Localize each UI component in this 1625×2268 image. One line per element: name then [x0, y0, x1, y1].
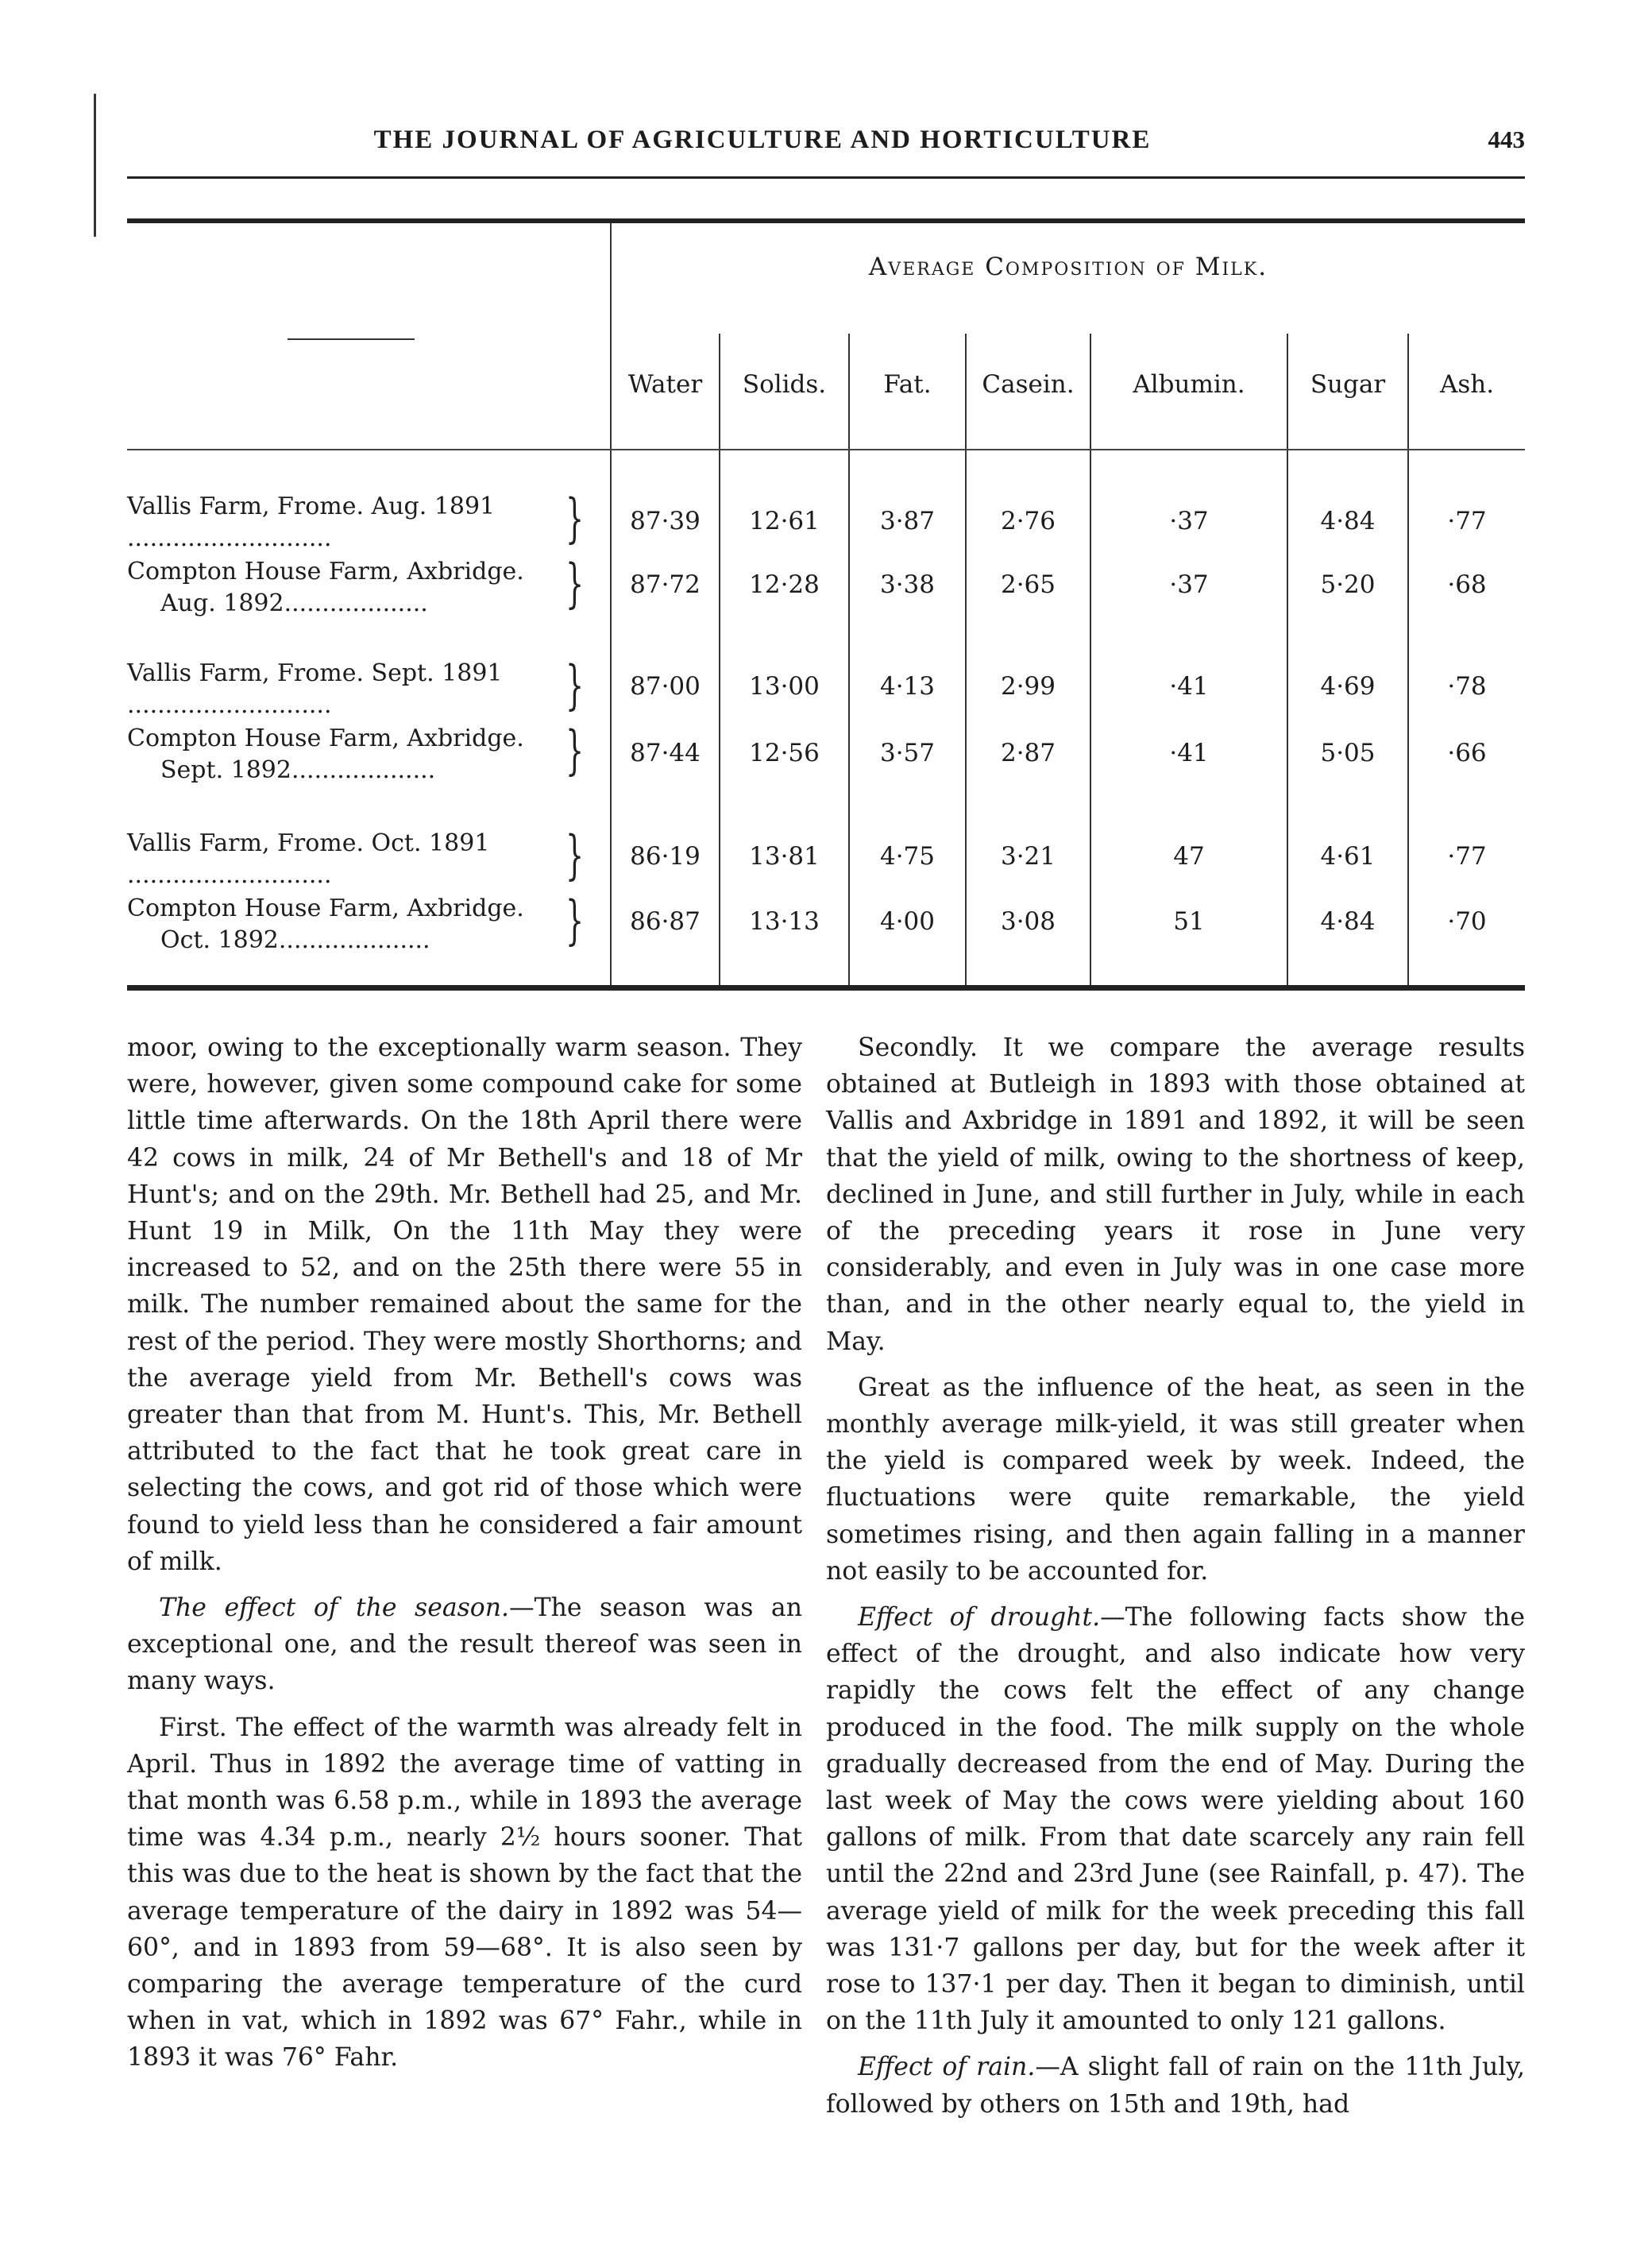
table-top-rule [127, 218, 1525, 223]
column-divider [1287, 334, 1288, 985]
column-divider [848, 334, 850, 985]
row-label-line: Compton House Farm, Axbridge. [127, 894, 524, 922]
table-cell: 3·08 [1000, 907, 1056, 936]
table-cell: 4·84 [1320, 507, 1376, 535]
row-label [127, 658, 572, 721]
row-label-line: Vallis Farm, Frome. Aug. 1891 [127, 493, 496, 520]
row-label-line: ........................... [127, 861, 332, 889]
table-cell: 4·84 [1320, 907, 1376, 936]
paragraph-text: —A slight fall of rain on the 11th July, followed by others on 15th and 19th, had [826, 2053, 1525, 2119]
table-cell: ·78 [1447, 672, 1487, 701]
table-cell: ·37 [1169, 570, 1209, 599]
row-label [127, 828, 572, 891]
table-cell: 2·76 [1000, 507, 1056, 535]
table-caption: Average Composition of Milk. [868, 253, 1268, 281]
row-label-line: ........................... [127, 691, 332, 719]
table-cell: 13·81 [749, 842, 820, 871]
column-header: Solids. [742, 370, 827, 399]
column-divider [719, 334, 720, 985]
table-cell: 51 [1173, 907, 1205, 936]
paragraph-text: —The season was an exceptional one, and the result thereof was seen in many ways. [127, 1594, 802, 1696]
paragraph [826, 2049, 1525, 2122]
table-bottom-rule [127, 985, 1525, 991]
paragraph-text: —The following facts show the effect of the drought, and also indicate how very rapidly the cows felt the effect of any change produced in the food. The milk supply on the whole gradually decreased from the end of May. During the last week of May the cows were yielding about 160 gallons of milk. From that date scarcely any rain fell until the 22nd and 23rd June (see Rainfall, p. 47). The average yield of milk for the week preceding this fall was 131·7 gallons per day, but for the week after it rose to 137·1 per day. Then it began to diminish, until on the 11th July it amounted to only 121 gallons. [826, 1603, 1525, 2036]
row-label [127, 491, 572, 554]
brace: } [565, 488, 585, 549]
table-cell: 12·56 [749, 739, 820, 767]
table-cell: 4·69 [1320, 672, 1376, 701]
stub-dash [288, 338, 415, 340]
table-cell: ·37 [1169, 507, 1209, 535]
table-cell: 4·75 [879, 842, 936, 871]
table-cell: 2·87 [1000, 739, 1056, 767]
row-label-line: Compton House Farm, Axbridge. [127, 558, 524, 585]
header-rule [127, 176, 1525, 179]
table-cell: ·77 [1447, 507, 1487, 535]
table-cell: 87·72 [630, 570, 701, 599]
paragraph: First. The effect of the warmth was already felt in April. Thus in 1892 the average time of vatting in that month was 6.58 p.m., while in 1893 the average time was 4.34 p.m., nearly 2½ hours sooner. That this was due to the heat is shown by the fact that the average temperature of the dairy in 1892 was 54—60°, and in 1893 from 59—68°. It is also seen by comparing the average temperature of the curd when in vat, which in 1892 was 67° Fahr., while in 1893 it was 76° Fahr. [127, 1713, 802, 2073]
brace: } [565, 655, 585, 716]
paragraph-heading: Effect of drought. [858, 1603, 1101, 1632]
table-cell: ·77 [1447, 842, 1487, 871]
column-header: Albumin. [1133, 370, 1245, 399]
row-label-line: Compton House Farm, Axbridge. [127, 724, 524, 752]
row-label-line: ........................... [127, 524, 332, 552]
table-cell: 4·00 [879, 907, 936, 936]
table-cell: 3·87 [879, 507, 936, 535]
column-header: Fat. [883, 370, 932, 399]
table-cell: 12·28 [749, 570, 820, 599]
paragraph: moor, owing to the exceptionally warm season. They were, however, given some compound cake for some little time afterwards. On the 18th April there were 42 cows in milk, 24 of Mr Bethell's and 18 of Mr Hunt's; and on the 29th. Mr. Bethell had 25, and Mr. Hunt 19 in Milk, On the 11th May they were increased to 52, and on the 25th there were 55 in milk. The number remained about the same for the rest of the period. They were mostly Shorthorns; and the average yield from Mr. Bethell's cows was greater than that from M. Hunt's. This, Mr. Bethell attributed to the fact that he took great care in selecting the cows, and got rid of those which were found to yield less than he considered a fair amount of milk. [127, 1034, 802, 1576]
column-header: Casein. [982, 370, 1075, 399]
running-title: THE JOURNAL OF AGRICULTURE AND HORTICULTURE [373, 126, 1152, 154]
running-head [127, 121, 1525, 168]
row-label [127, 893, 572, 956]
brace: } [565, 825, 585, 886]
table-cell: 3·21 [1000, 842, 1056, 871]
table-cell: 13·13 [749, 907, 820, 936]
page-number: 443 [1488, 126, 1525, 153]
paragraph-heading: Effect of rain. [858, 2053, 1036, 2082]
table-cell: 86·19 [630, 842, 701, 871]
paragraph [127, 1590, 802, 1700]
table-cell: 4·61 [1320, 842, 1376, 871]
table-cell: 87·00 [630, 672, 701, 701]
column-divider [1407, 334, 1409, 985]
table-cell: ·68 [1447, 570, 1487, 599]
table-cell: 3·38 [879, 570, 936, 599]
column-divider [1090, 334, 1091, 985]
row-label [127, 723, 572, 786]
column-divider [965, 334, 967, 985]
row-label-line: Oct. 1892.................... [160, 926, 430, 954]
row-label-line: Aug. 1892................... [160, 589, 428, 617]
brace: } [565, 553, 585, 614]
table-cell: 87·44 [630, 739, 701, 767]
header-row-rule [127, 449, 1525, 450]
right-text-column [826, 1030, 1525, 2132]
brace: } [565, 890, 585, 951]
table-cell: 4·13 [879, 672, 936, 701]
table-cell: ·41 [1169, 739, 1209, 767]
table-cell: ·70 [1447, 907, 1487, 936]
paragraph: Secondly. It we compare the average results obtained at Butleigh in 1893 with those obtained at Vallis and Axbridge in 1891 and 1892, it will be seen that the yield of milk, owing to the shortness of keep, declined in June, and still further in July, while in each of the preceding years it rose in June very considerably, and even in July was in one case more than, and in the other nearly equal to, the yield in May. [826, 1034, 1525, 1356]
table-cell: 47 [1173, 842, 1205, 871]
row-label-line: Sept. 1892................... [160, 756, 436, 784]
column-header: Water [627, 370, 703, 399]
row-label-line: Vallis Farm, Frome. Sept. 1891 [127, 659, 503, 687]
row-label [127, 556, 572, 620]
table-cell: 3·57 [879, 739, 936, 767]
column-header: Sugar [1310, 370, 1386, 399]
row-label-line: Vallis Farm, Frome. Oct. 1891 [127, 829, 490, 857]
brace: } [565, 720, 585, 781]
table-cell: ·41 [1169, 672, 1209, 701]
table-cell: 13·00 [749, 672, 820, 701]
left-text-column [127, 1030, 802, 2086]
table-cell: 12·61 [749, 507, 820, 535]
table-cell: ·66 [1447, 739, 1487, 767]
paragraph: Great as the influence of the heat, as seen in the monthly average milk-yield, it was still greater when the yield is compared week by week. Indeed, the fluctuations were quite remarkable, the yield sometimes rising, and then again falling in a manner not easily to be accounted for. [826, 1373, 1525, 1586]
paragraph [826, 1599, 1525, 2039]
table-cell: 5·20 [1320, 570, 1376, 599]
table-cell: 87·39 [630, 507, 701, 535]
paragraph-heading: The effect of the season. [159, 1594, 510, 1623]
table-cell: 2·65 [1000, 570, 1056, 599]
binding-rule [94, 94, 96, 237]
stub-divider [610, 223, 612, 986]
table-cell: 5·05 [1320, 739, 1376, 767]
column-header: Ash. [1439, 370, 1495, 399]
table-cell: 2·99 [1000, 672, 1056, 701]
table-cell: 86·87 [630, 907, 701, 936]
